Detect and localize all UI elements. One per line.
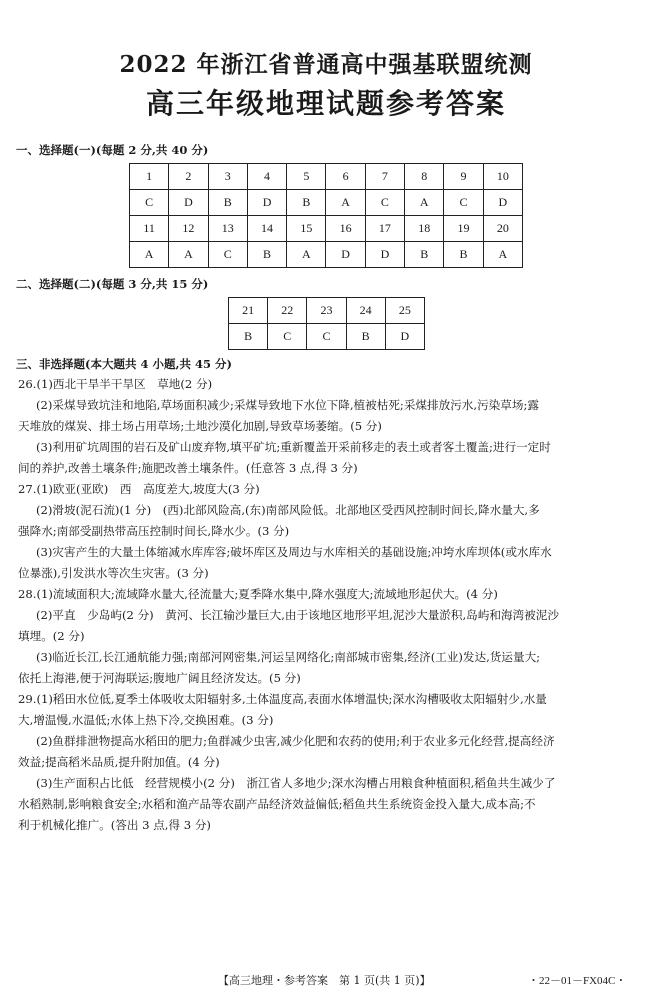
answer-body — [18, 374, 640, 836]
answer-line: 效益;提高稻米品质,提升附加值。(4 分) — [18, 755, 220, 769]
table-cell: 8 — [405, 164, 444, 190]
table-cell: 15 — [287, 216, 326, 242]
answer-line: 强降水;南部受副热带高压控制时间长,降水少。(3 分) — [18, 524, 290, 538]
table-cell: A — [405, 190, 444, 216]
table-cell: A — [326, 190, 365, 216]
document-subtitle: 高三年级地理试题参考答案 — [145, 87, 506, 120]
table-cell: 22 — [268, 298, 307, 324]
table-cell: 20 — [483, 216, 522, 242]
answer-line: (2)平直 少岛屿(2 分) 黄河、长江输沙量巨大,由于该地区地形平坦,泥沙大量淤积,岛屿和海湾被泥沙 — [36, 608, 559, 622]
answer-line: 利于机械化推广。(答出 3 点,得 3 分) — [18, 818, 211, 832]
table-cell: 4 — [247, 164, 286, 190]
table-cell: 6 — [326, 164, 365, 190]
answer-line: (3)灾害产生的大量土体缩减水库库容;破坏库区及周边与水库相关的基础设施;冲垮水库坝体(或水库水 — [36, 545, 552, 559]
answer-table-1 — [129, 163, 523, 268]
table-cell: 9 — [444, 164, 483, 190]
answer-line: 填埋。(2 分) — [18, 629, 85, 643]
table-cell: A — [169, 242, 208, 268]
table-cell: D — [365, 242, 404, 268]
table-cell: B — [346, 324, 385, 350]
answer-line: 间的养护,改善土壤条件;施肥改善土壤条件。(任意答 3 点,得 3 分) — [18, 461, 358, 475]
table-cell: 10 — [483, 164, 522, 190]
table-cell: C — [444, 190, 483, 216]
document-title: 2022 年浙江省普通高中强基联盟统测 — [119, 51, 533, 78]
section2-heading: 二、选择题(二)(每题 3 分,共 15 分) — [16, 277, 209, 291]
table-cell: 19 — [444, 216, 483, 242]
answer-line: (2)采煤导致坑洼和地陷,草场面积减少;采煤导致地下水位下降,植被枯死;采煤排放污水,污染草场;露 — [36, 398, 539, 412]
answer-line: 28.(1)流域面积大;流域降水量大,径流量大;夏季降水集中,降水强度大;流域地形起伏大。(4 分) — [18, 587, 498, 601]
footer-page-label: 【高三地理・参考答案 第 1 页(共 1 页)】 — [218, 974, 431, 987]
table-cell: D — [385, 324, 424, 350]
answer-table-2 — [228, 297, 425, 350]
table-cell: C — [365, 190, 404, 216]
answer-line: (2)滑坡(泥石流)(1 分) (西)北部风险高,(东)南部风险低。北部地区受西风控制时间长,降水量大,多 — [36, 503, 540, 517]
table-cell: A — [130, 242, 169, 268]
answer-line: (2)鱼群排泄物提高水稻田的肥力;鱼群减少虫害,减少化肥和农药的使用;利于农业多元化经营,提高经济 — [36, 734, 555, 748]
table-row — [229, 324, 425, 350]
answer-line: 水稻熟制,影响粮食安全;水稻和渔产品等农副产品经济效益偏低;稻鱼共生系统资金投入量大,成本高;不 — [18, 797, 536, 811]
table-cell: B — [208, 190, 247, 216]
table-row — [130, 242, 523, 268]
table-cell: 24 — [346, 298, 385, 324]
table-cell: B — [287, 190, 326, 216]
answer-line: (3)生产面积占比低 经营规模小(2 分) 浙江省人多地少;深水沟槽占用粮食种植面积,稻鱼共生减少了 — [36, 776, 556, 790]
table-cell: C — [130, 190, 169, 216]
section3-heading: 三、非选择题(本大题共 4 小题,共 45 分) — [16, 357, 232, 371]
table-cell: C — [208, 242, 247, 268]
table-cell: B — [229, 324, 268, 350]
table-row — [130, 164, 523, 190]
table-cell: A — [483, 242, 522, 268]
table-cell: B — [444, 242, 483, 268]
table-cell: 14 — [247, 216, 286, 242]
table-cell: 18 — [405, 216, 444, 242]
table-cell: 1 — [130, 164, 169, 190]
table-cell: C — [307, 324, 346, 350]
table-cell: 13 — [208, 216, 247, 242]
answer-line: 27.(1)欧亚(亚欧) 西 高度差大,坡度大(3 分) — [18, 482, 260, 496]
answer-line: 大,增温慢,水温低;水体上热下冷,交换困难。(3 分) — [18, 713, 274, 727]
table-cell: 25 — [385, 298, 424, 324]
table-cell: B — [247, 242, 286, 268]
answer-line: (3)利用矿坑周围的岩石及矿山废弃物,填平矿坑;重新覆盖开采前移走的表土或者客土覆盖;进行一定时 — [36, 440, 551, 454]
table-cell: 7 — [365, 164, 404, 190]
table-cell: 23 — [307, 298, 346, 324]
section1-heading: 一、选择题(一)(每题 2 分,共 40 分) — [16, 143, 209, 157]
table-cell: 3 — [208, 164, 247, 190]
table-cell: D — [169, 190, 208, 216]
table-row — [130, 216, 523, 242]
footer-code: ・22－01－FX04C・ — [528, 975, 627, 987]
table-cell: D — [247, 190, 286, 216]
table-cell: 16 — [326, 216, 365, 242]
table-cell: 2 — [169, 164, 208, 190]
table-cell: 5 — [287, 164, 326, 190]
table-cell: D — [483, 190, 522, 216]
answer-line: 26.(1)西北干旱半干旱区 草地(2 分) — [18, 377, 213, 391]
answer-line: 29.(1)稻田水位低,夏季土体吸收太阳辐射多,土体温度高,表面水体增温快;深水沟槽吸收太阳辐射少,水量 — [18, 692, 547, 706]
table-cell: D — [326, 242, 365, 268]
table-cell: 12 — [169, 216, 208, 242]
table-cell: 17 — [365, 216, 404, 242]
table-cell: B — [405, 242, 444, 268]
answer-line: 依托上海港,便于河海联运;腹地广阔且经济发达。(5 分) — [18, 671, 301, 685]
answer-line: 位暴涨),引发洪水等次生灾害。(3 分) — [18, 566, 209, 580]
table-row — [130, 190, 523, 216]
answer-line: 天堆放的煤炭、排土场占用草场;土地沙漠化加剧,导致草场萎缩。(5 分) — [18, 419, 382, 433]
table-row — [229, 298, 425, 324]
table-cell: 21 — [229, 298, 268, 324]
table-cell: A — [287, 242, 326, 268]
table-cell: C — [268, 324, 307, 350]
answer-line: (3)临近长江,长江通航能力强;南部河网密集,河运呈网络化;南部城市密集,经济(工业)发达,货运量大; — [36, 650, 541, 664]
table-cell: 11 — [130, 216, 169, 242]
